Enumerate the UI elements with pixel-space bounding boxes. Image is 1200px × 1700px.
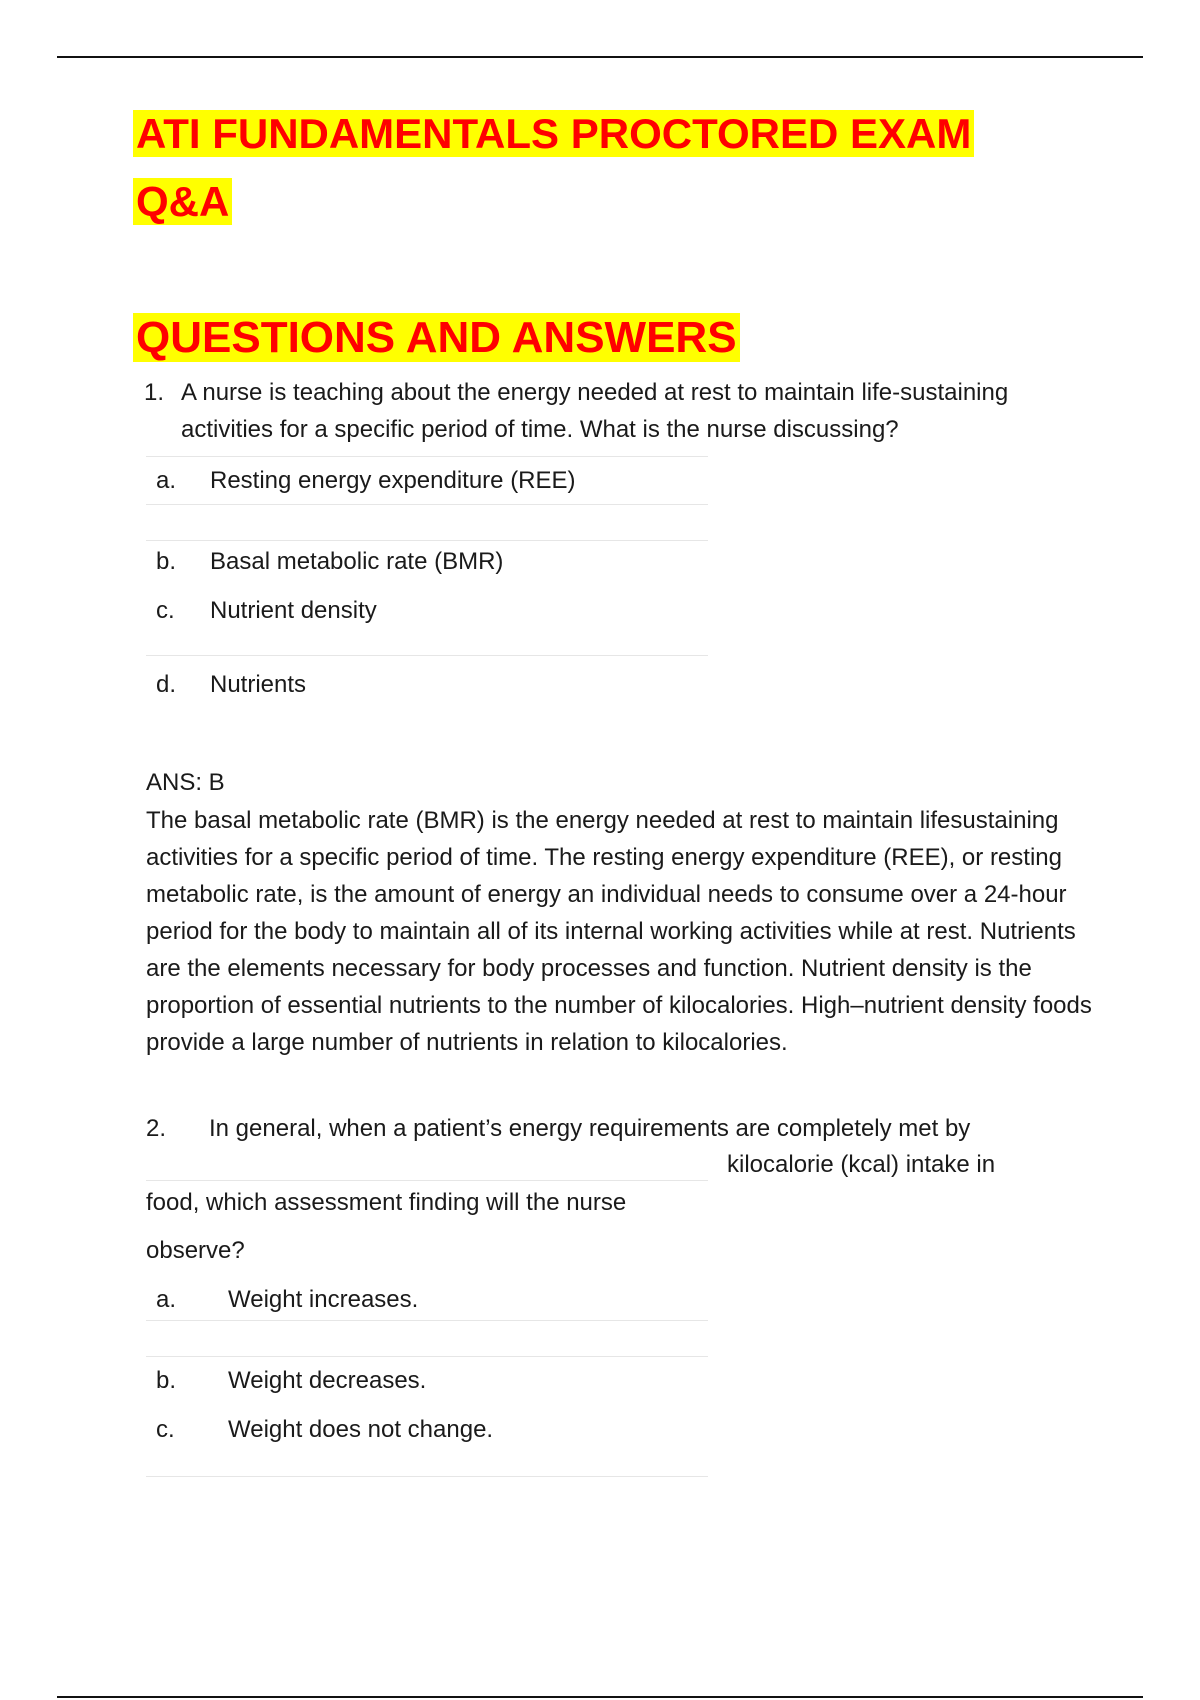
question-text: A nurse is teaching about the energy needed at rest to maintain life-sustaining activities for a specific period of time. What is the nurse discussing? <box>181 379 1009 443</box>
divider <box>146 540 708 541</box>
question-text-continued: kilocalorie (kcal) intake in <box>727 1151 996 1178</box>
answer-key: ANS: B <box>146 769 225 796</box>
section-heading: QUESTIONS AND ANSWERS <box>133 306 740 370</box>
divider <box>146 456 708 457</box>
divider <box>146 1180 708 1181</box>
document-title-line2: Q&A <box>133 168 232 236</box>
divider <box>146 1320 708 1321</box>
divider <box>146 504 708 505</box>
question-1 <box>144 374 1094 448</box>
question-number: 2. <box>146 1115 167 1142</box>
divider <box>146 1356 708 1357</box>
divider <box>146 655 708 656</box>
answer-rationale: The basal metabolic rate (BMR) is the energy needed at rest to maintain lifesustaining activities for a specific period of time. The resting energy expenditure (REE), or resting metabolic rate, is the amount of energy an individual needs to consume over a 24-hour period for the body to maintain all of its internal working activities while at rest. Nutrients are the elements necessary for body processes and function. Nutrient density is the proportion of essential nutrients to the number of kilocalories. High–nutrient density foods provide a large number of nutrients in relation to kilocalories. <box>146 807 1092 1056</box>
divider <box>146 1476 708 1477</box>
top-rule <box>57 56 1143 58</box>
question-text-continued: food, which assessment finding will the nurse <box>146 1189 627 1216</box>
question-number: 1. <box>144 379 165 406</box>
question-2 <box>146 1110 971 1147</box>
question-text-continued: observe? <box>146 1237 245 1264</box>
document-title: ATI FUNDAMENTALS PROCTORED EXAM <box>133 100 974 168</box>
bottom-rule <box>57 1696 1143 1698</box>
question-text: In general, when a patient’s energy requirements are completely met by <box>209 1115 971 1142</box>
